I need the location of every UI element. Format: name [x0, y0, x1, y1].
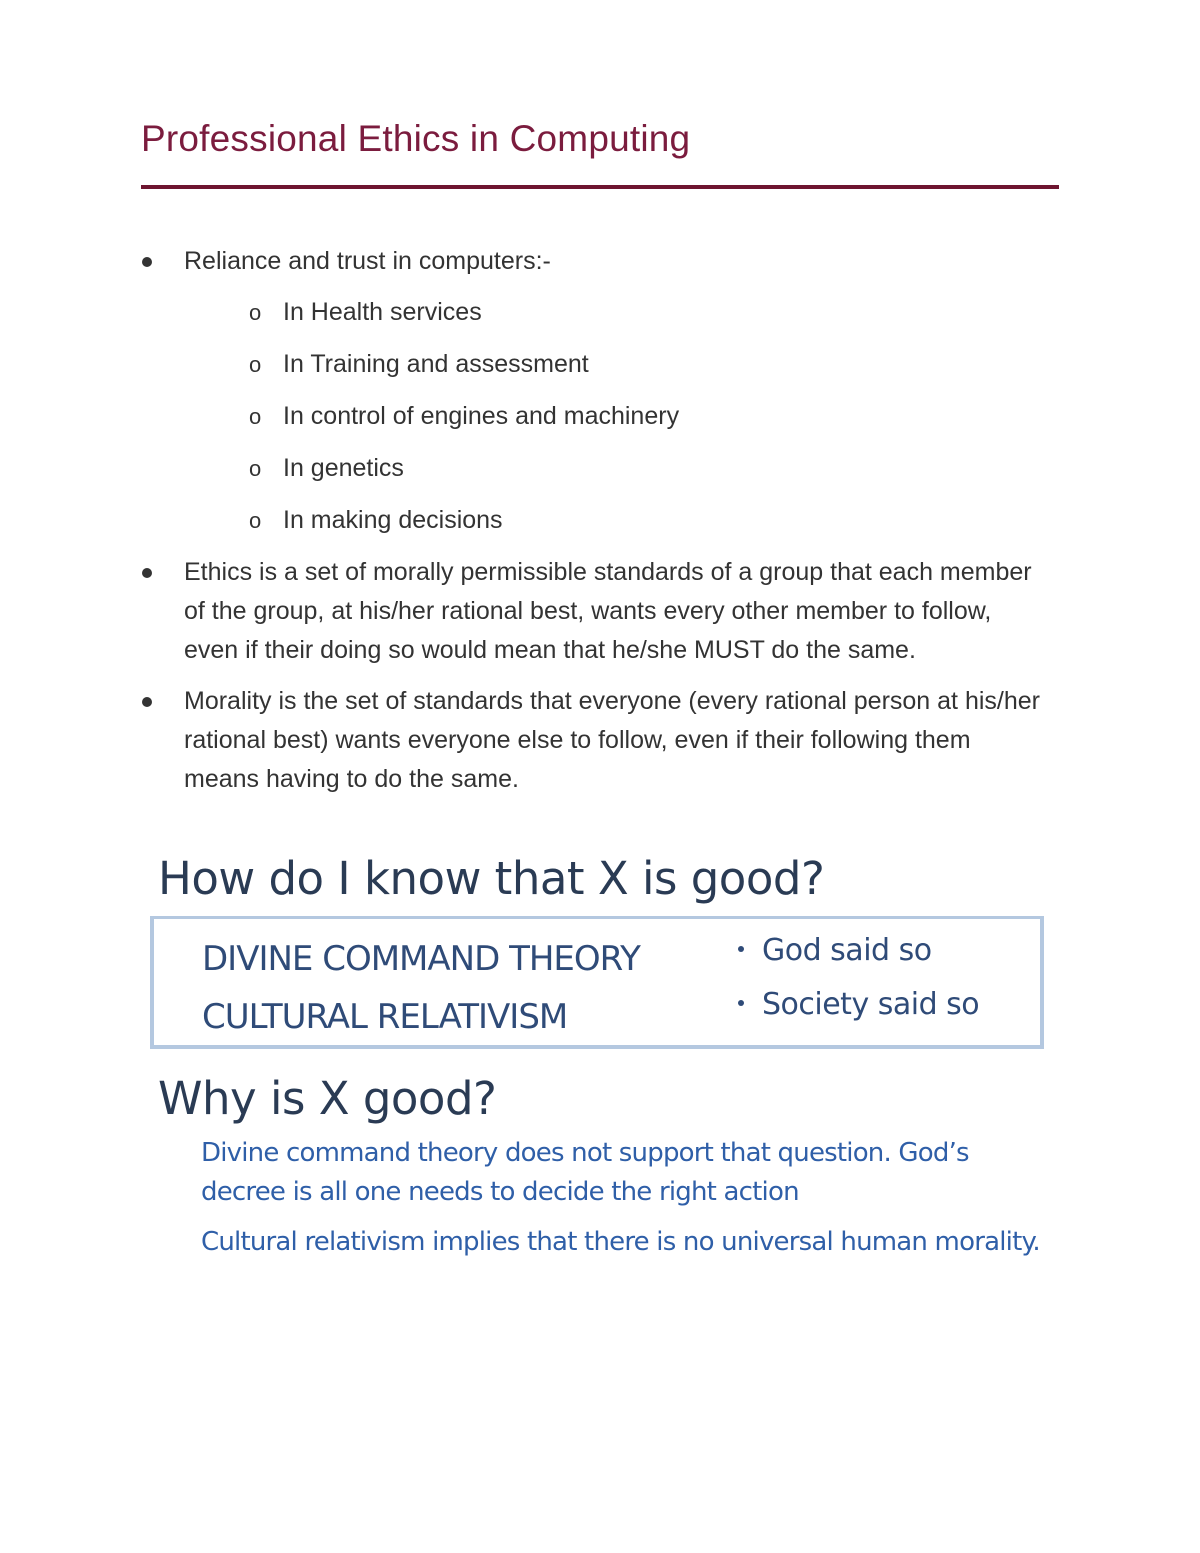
reason-text: God said so [762, 933, 932, 968]
theory-reason-divine [738, 933, 932, 968]
why-paragraph-cultural: Cultural relativism implies that there is no universal human morality. [201, 1227, 1040, 1257]
theory-name-divine: DIVINE COMMAND THEORY [202, 939, 640, 979]
bullet-text: Ethics is a set of morally permissible standards of a group that each member of the group, at his/her rational best, wants every other member to follow, even if their doing so would mean that he/she MUST do the same. [184, 558, 1032, 664]
sub-item [184, 345, 1051, 384]
sub-item-text: In Training and assessment [283, 350, 589, 378]
sub-item [184, 501, 1051, 540]
sub-item [184, 397, 1051, 436]
circle-bullet-icon: o [249, 404, 262, 429]
why-paragraph-divine: Divine command theory does not support that question. God’s decree is all one needs to decide the right action [201, 1138, 969, 1207]
bullet-dot-icon [142, 697, 152, 707]
how-heading: How do I know that X is good? [158, 852, 825, 905]
page-title: Professional Ethics in Computing [141, 118, 691, 159]
bullet-reliance [141, 242, 1051, 540]
sub-item [184, 449, 1051, 488]
sub-item-text: In making decisions [283, 506, 503, 534]
theory-name-cultural: CULTURAL RELATIVISM [202, 997, 568, 1037]
bullet-ethics-definition [141, 553, 1051, 670]
circle-bullet-icon: o [249, 456, 262, 481]
sub-item-text: In Health services [283, 298, 482, 326]
sub-item [184, 293, 1051, 332]
reason-text: Society said so [762, 987, 980, 1022]
sub-item-text: In control of engines and machinery [283, 402, 680, 430]
bullet-text: Morality is the set of standards that everyone (every rational person at his/her rational best) wants everyone else to follow, even if their following them means having to do the same. [184, 687, 1040, 793]
theory-box [150, 916, 1044, 1049]
circle-bullet-icon: o [249, 352, 262, 377]
theory-reason-cultural [738, 987, 979, 1022]
bullet-text: Reliance and trust in computers:- [184, 247, 551, 275]
bullet-dot-icon [738, 1000, 744, 1006]
circle-bullet-icon: o [249, 300, 262, 325]
bullet-morality-definition [141, 682, 1051, 799]
bullet-dot-icon [142, 257, 152, 267]
main-bullet-list [141, 242, 1051, 811]
title-divider [141, 185, 1059, 189]
circle-bullet-icon: o [249, 508, 262, 533]
bullet-dot-icon [738, 946, 744, 952]
why-heading: Why is X good? [158, 1072, 497, 1125]
reliance-sub-list [184, 293, 1051, 540]
bullet-dot-icon [142, 568, 152, 578]
sub-item-text: In genetics [283, 454, 404, 482]
